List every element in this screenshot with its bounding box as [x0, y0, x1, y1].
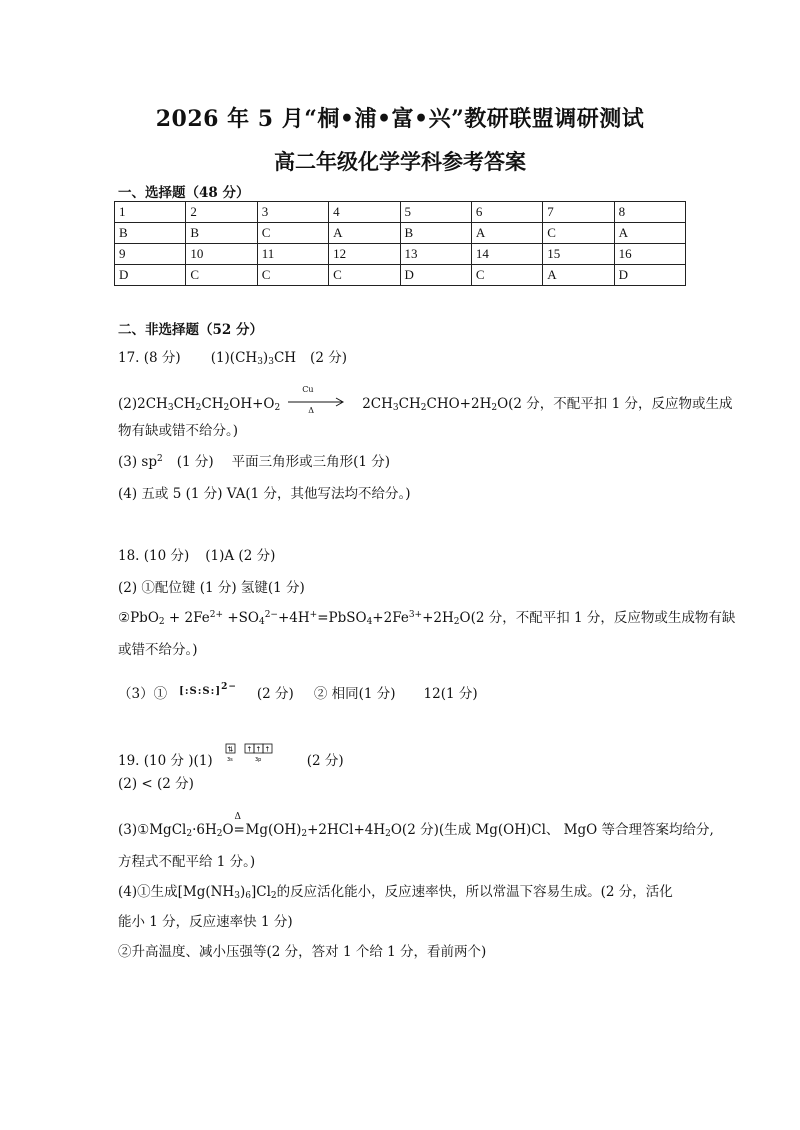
q19-line-4: (4)①生成$[Mg(NH_3)_6]Cl_2$的反应活化能小，反应速率快，所以常温下容易生成。(2 分，活化	[118, 884, 673, 901]
answer-table-cell: 13	[400, 244, 471, 265]
q19-p3-c: O	[222, 822, 234, 838]
svg-text:↑: ↑	[255, 745, 262, 754]
q17-line-3	[118, 450, 390, 470]
q18-eq-a: ②PbO	[118, 610, 159, 626]
answer-table-cell: 8	[614, 202, 685, 223]
q19-p4-b: )	[239, 884, 246, 900]
answer-table-cell: B	[400, 223, 471, 244]
answer-table-cell: 7	[543, 202, 614, 223]
svg-text:⇅: ⇅	[227, 745, 234, 754]
lewis-charge: 2−	[221, 682, 237, 692]
q17-label: 17. (8 分)	[118, 350, 181, 366]
q18-p3-c: 12(1 分)	[423, 686, 478, 702]
q19-line-1	[118, 743, 344, 769]
answer-table-cell: 16	[614, 244, 685, 265]
answer-table-row	[115, 202, 686, 223]
q19-p3-e: +2HCl+4H	[307, 822, 386, 838]
disulfide-lewis-structure	[179, 682, 237, 697]
svg-text:3s: 3s	[226, 757, 233, 763]
q19-p4-c: ]Cl	[250, 884, 271, 900]
q19-p4-d: 的反应活化能小，反应速率快，所以常温下容易生成。(2 分，活化	[276, 884, 673, 900]
q19-label: 19. (10 分 )(1)	[118, 753, 213, 769]
q17-p2-right-tail: O(2 分，不配平扣 1 分，反应物或生成	[497, 396, 733, 412]
answer-table-cell: C	[471, 265, 542, 286]
q18-p1: (1)A (2 分)	[205, 548, 276, 564]
answer-table-cell: B	[186, 223, 257, 244]
answer-table-cell: 5	[400, 202, 471, 223]
document-title: 2026 年 5 月“桐•浦•富•兴”教研联盟调研测试	[155, 106, 645, 132]
answer-table	[114, 201, 686, 286]
q19-p1-score: (2 分)	[306, 753, 344, 769]
arrow-condition-cu: Cu	[302, 384, 314, 394]
q19-p3-a: (3)①MgCl	[118, 822, 187, 838]
q17-p3: (3) sp	[118, 454, 157, 470]
q18-eq-f: +2Fe	[372, 610, 409, 626]
answer-table-cell: 4	[329, 202, 400, 223]
q18-p3-score: (2 分)	[256, 686, 294, 702]
q18-eq-d: +4H	[277, 610, 310, 626]
q18-eq-b: + 2Fe	[164, 610, 210, 626]
q18-p3-b: ② 相同(1 分)	[313, 686, 396, 702]
q19-line-5: ②升高温度、减小压强等(2 分，答对 1 个给 1 分，看前两个)	[118, 944, 487, 960]
q18-line-1	[118, 544, 275, 564]
q19-p4-a: (4)①生成[Mg(NH	[118, 884, 235, 900]
q19-p3-f: O(2 分)(生成 Mg(OH)Cl、 MgO 等合理答案均给分,	[390, 822, 714, 838]
q17-p3-shape: 平面三角形或三角形(1 分)	[231, 454, 391, 470]
q19-line-3b: 方程式不配平给 1 分。)	[118, 854, 256, 870]
answer-table-cell: D	[115, 265, 186, 286]
q19-p3-b: ·6H	[192, 822, 217, 838]
q17-p1-text: (1)(CH	[210, 350, 258, 366]
q18-line-2: (2) ①配位键 (1 分) 氢键(1 分)	[118, 580, 305, 596]
q18-eq-g: +2H	[422, 610, 454, 626]
q18-eq-h: O(2 分，不配平扣 1 分，反应物或生成物有缺	[459, 610, 736, 626]
answer-table-cell: A	[471, 223, 542, 244]
q17-p2-right-mid2: CHO+2H	[426, 396, 492, 412]
answer-table-cell: A	[329, 223, 400, 244]
answer-table-cell: 10	[186, 244, 257, 265]
answer-table-row	[115, 223, 686, 244]
q17-line-4: (4) 五或 5 (1 分) VA(1 分，其他写法均不给分。)	[118, 486, 411, 502]
q17-line-1	[118, 346, 347, 367]
heat-equals-icon: Δ =	[233, 812, 245, 838]
answer-table-cell: C	[329, 265, 400, 286]
q17-line-2b: 物有缺或错不给分。)	[118, 423, 239, 439]
answer-table-cell: 3	[257, 202, 328, 223]
q18-eq-e: =PbSO	[317, 610, 367, 626]
lewis-text: [:S:S:]	[179, 686, 222, 697]
q17-line-2: $(2)2CH_3CH_2CH_2OH+O_2$ Cu Δ $2CH_3CH_2CHO+2H_2O(2$ 分，不配平扣 1 分，反应物或生成	[118, 384, 733, 415]
answer-table-cell: C	[543, 223, 614, 244]
orbital-diagram-icon	[225, 743, 285, 767]
answer-table-cell: 11	[257, 244, 328, 265]
q17-p1-score: (2 分)	[310, 350, 347, 366]
q17-p2-right-start: 2CH	[362, 396, 393, 412]
q19-line-2: (2) < (2 分)	[118, 776, 194, 792]
answer-table-cell: 15	[543, 244, 614, 265]
q17-p1-sub2: 3	[268, 357, 274, 367]
document-subtitle: 高二年级化学学科参考答案	[274, 149, 526, 174]
answer-table-cell: B	[115, 223, 186, 244]
reaction-arrow-icon	[288, 384, 346, 415]
answer-table-cell: 6	[471, 202, 542, 223]
answer-table-cell: 14	[471, 244, 542, 265]
q18-label: 18. (10 分)	[118, 548, 190, 564]
answer-table-cell: 1	[115, 202, 186, 223]
answer-table-cell: 2	[186, 202, 257, 223]
answer-table-cell: 12	[329, 244, 400, 265]
q17-p2-left: (2)2CH	[118, 396, 168, 412]
answer-table-row	[115, 244, 686, 265]
q17-p2-right-mid: CH	[398, 396, 421, 412]
answer-table-cell: A	[614, 223, 685, 244]
q17-p1-tail: )	[262, 350, 269, 366]
answer-table-cell: A	[543, 265, 614, 286]
q18-p3-a: （3）①	[118, 686, 168, 702]
q19-p3-d: Mg(OH)	[245, 822, 302, 838]
q18-line-3b: 或错不给分。)	[118, 642, 198, 658]
arrow-condition-heat: Δ	[308, 405, 314, 415]
q17-p1-end: CH	[273, 350, 297, 366]
q17-p1-sub: 3	[257, 357, 263, 367]
q19-line-3: $(3)①MgCl_2\cdot 6H_2O$ Δ $=Mg(OH)_2+2HCl+4H_2O(2$ 分)(生成 Mg(OH)Cl、 MgO 等合理答案均给分,	[118, 812, 714, 839]
answer-table-cell: C	[257, 223, 328, 244]
q18-eq-c: +SO	[223, 610, 259, 626]
q18-line-3: ②PbO$_2$ + $2Fe^{2+}$ $+SO_4^{2-}+4H^+=PbSO_4+2Fe^{3+}+2H_2O(2$ 分，不配平扣 1 分，反应物或生成物有缺	[118, 610, 736, 627]
section-2-heading: 二、非选择题（52 分）	[118, 322, 263, 338]
q17-p3-sup: 2	[156, 454, 163, 464]
svg-text:↑: ↑	[246, 745, 253, 754]
answer-table-cell: D	[614, 265, 685, 286]
svg-text:↑: ↑	[264, 745, 271, 754]
answer-table-cell: D	[400, 265, 471, 286]
heat-symbol: Δ	[234, 812, 242, 822]
answer-table-cell: C	[186, 265, 257, 286]
q19-line-4b: 能小 1 分，反应速率快 1 分)	[118, 914, 293, 930]
answer-table-row	[115, 265, 686, 286]
answer-table-cell: C	[257, 265, 328, 286]
q17-p3-score: (1 分)	[176, 454, 214, 470]
svg-text:3p: 3p	[254, 757, 262, 763]
q18-line-4	[118, 682, 478, 702]
answer-table-cell: 9	[115, 244, 186, 265]
section-1-heading: 一、选择题（48 分）	[118, 185, 250, 201]
